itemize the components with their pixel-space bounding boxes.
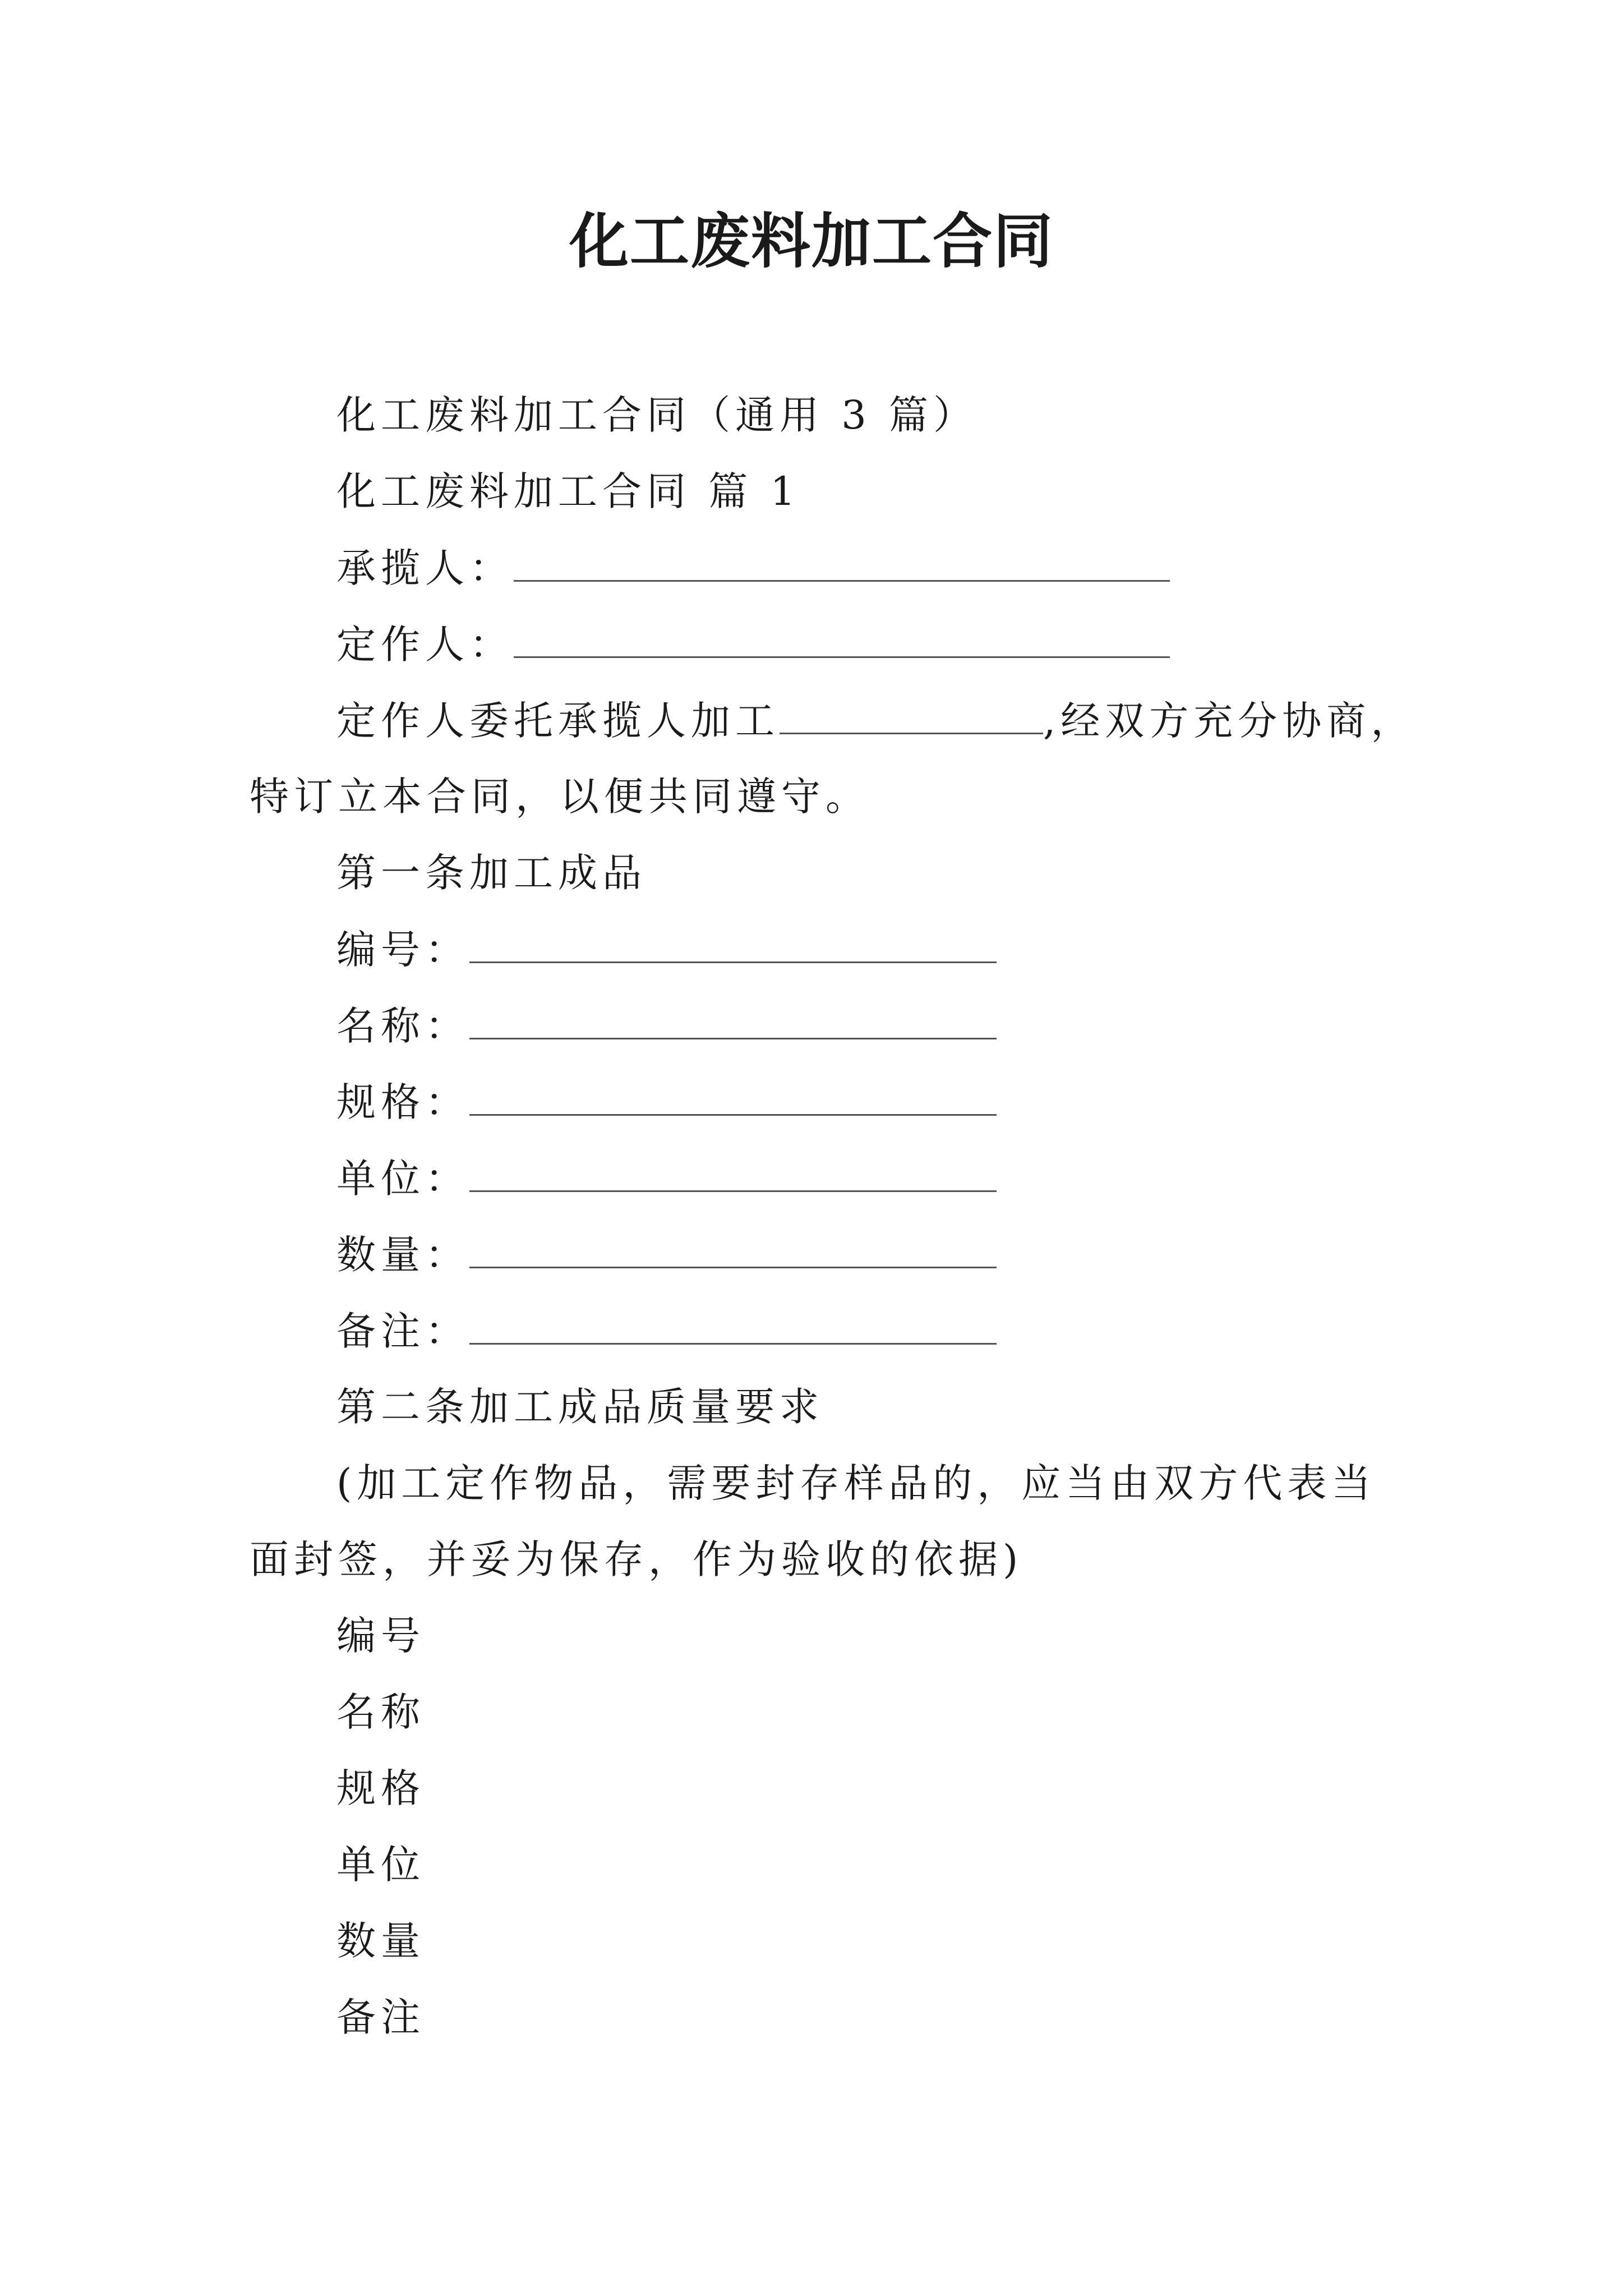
article2-field-number: 编号	[336, 1613, 425, 1659]
orderer-row	[336, 616, 1170, 673]
processing-item-blank	[780, 692, 1043, 734]
article2-heading: 第二条加工成品质量要求	[336, 1384, 824, 1430]
intro-line-1	[336, 692, 1415, 749]
contractor-blank	[514, 540, 1170, 582]
field-row-unit	[336, 1150, 997, 1207]
article2-field-name: 名称	[336, 1689, 425, 1735]
orderer-blank	[514, 616, 1170, 658]
field-blank	[469, 1074, 997, 1116]
field-row-name	[336, 997, 997, 1054]
field-label: 编号：	[336, 927, 469, 973]
article2-field-quantity: 数量	[336, 1918, 425, 1964]
intro-text-2: ,经双方充分协商，	[1043, 698, 1415, 744]
contractor-label: 承揽人：	[336, 545, 514, 591]
article2-field-remarks: 备注	[336, 1994, 425, 2040]
field-row-spec	[336, 1074, 997, 1130]
intro-text-1: 定作人委托承揽人加工	[336, 698, 780, 744]
field-blank	[469, 1150, 997, 1192]
article2-field-spec: 规格	[336, 1765, 425, 1811]
article2-note-line-2: 面封签，并妥为保存，作为验收的依据)	[250, 1536, 1023, 1582]
field-blank	[469, 1226, 997, 1268]
document-title: 化工废料加工合同	[569, 206, 1054, 276]
field-label: 备注：	[336, 1308, 469, 1354]
part-heading: 化工废料加工合同 篇 1	[336, 468, 801, 514]
field-label: 名称：	[336, 1003, 469, 1049]
subtitle: 化工废料加工合同（通用 3 篇）	[336, 392, 978, 438]
article2-field-unit: 单位	[336, 1842, 425, 1888]
contractor-row	[336, 540, 1170, 596]
field-label: 数量：	[336, 1232, 469, 1278]
article2-note-line-1: (加工定作物品，需要封存样品的，应当由双方代表当	[336, 1460, 1376, 1506]
orderer-label: 定作人：	[336, 622, 514, 668]
field-blank	[469, 921, 997, 963]
field-blank	[469, 997, 997, 1039]
field-row-number	[336, 921, 997, 978]
field-label: 规格：	[336, 1079, 469, 1125]
intro-line-2: 特订立本合同，以便共同遵守。	[250, 774, 870, 820]
article1-heading: 第一条加工成品	[336, 850, 647, 896]
field-row-remarks	[336, 1303, 997, 1359]
field-row-quantity	[336, 1226, 997, 1283]
field-blank	[469, 1303, 997, 1345]
field-label: 单位：	[336, 1156, 469, 1202]
